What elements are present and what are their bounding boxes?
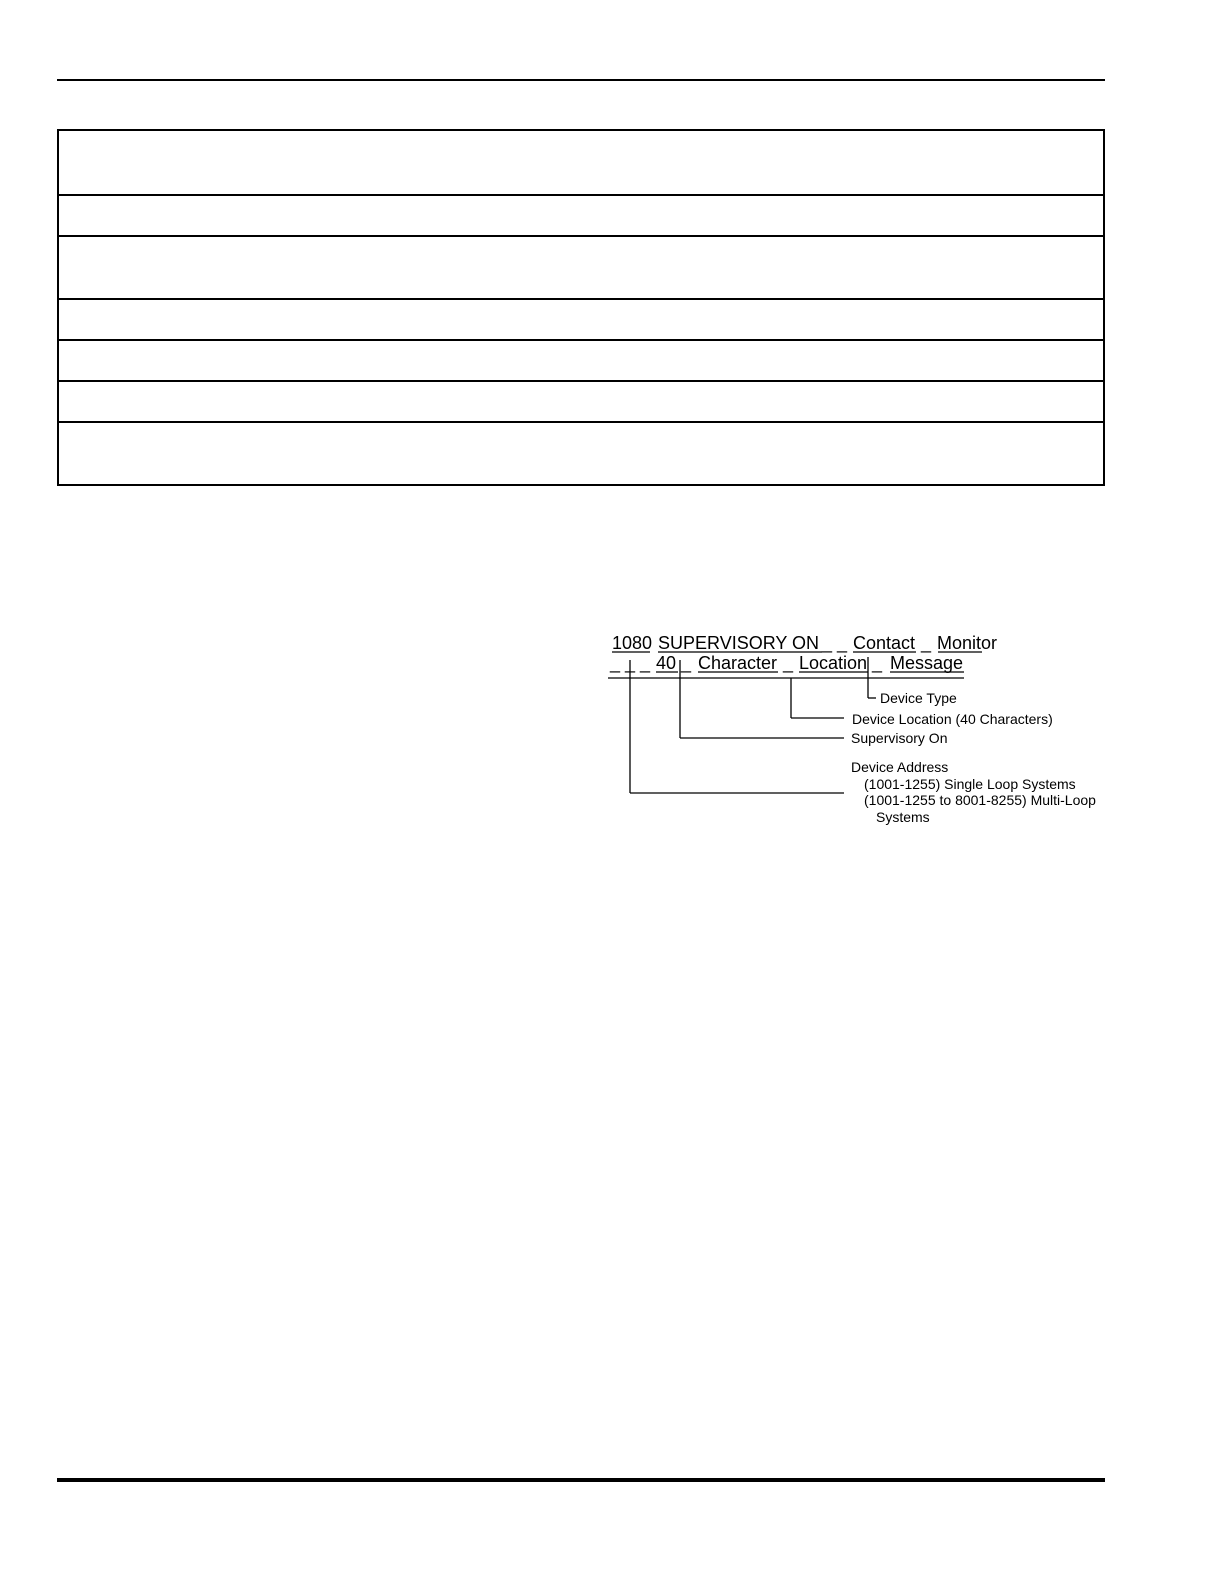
callout-device-type: Device Type: [880, 690, 957, 706]
separator: _ _ _: [610, 653, 651, 673]
device-address-value: 1080: [612, 633, 653, 653]
location-word: Message: [890, 653, 964, 673]
header-rule: [57, 79, 1105, 81]
separator: _: [681, 653, 692, 673]
character-count: 40: [656, 653, 677, 673]
location-word: Location: [799, 653, 868, 673]
table-row: [59, 341, 1103, 382]
device-type-word: Monitor: [937, 633, 998, 653]
table-row: [59, 300, 1103, 341]
callout-single-loop: (1001-1255) Single Loop Systems: [864, 776, 1076, 792]
callout-device-location: Device Location (40 Characters): [852, 711, 1053, 727]
callout-multi-loop-cont: Systems: [876, 809, 930, 825]
table-row: [59, 196, 1103, 237]
separator: _: [872, 653, 883, 673]
location-word: Character: [698, 653, 778, 673]
callout-multi-loop: (1001-1255 to 8001-8255) Multi-Loop: [864, 792, 1096, 808]
callout-device-address: Device Address: [851, 759, 949, 775]
blank-table: [57, 129, 1105, 486]
device-type-word: Contact: [853, 633, 916, 653]
footer-rule: [57, 1478, 1105, 1482]
table-row: [59, 237, 1103, 300]
table-row: [59, 131, 1103, 196]
status-text: SUPERVISORY ON: [658, 633, 820, 653]
separator: _ _: [822, 633, 848, 653]
callout-supervisory-on: Supervisory On: [851, 730, 948, 746]
separator: _: [783, 653, 794, 673]
table-row: [59, 382, 1103, 423]
message-format-diagram: [600, 620, 1120, 840]
separator: _: [921, 633, 932, 653]
